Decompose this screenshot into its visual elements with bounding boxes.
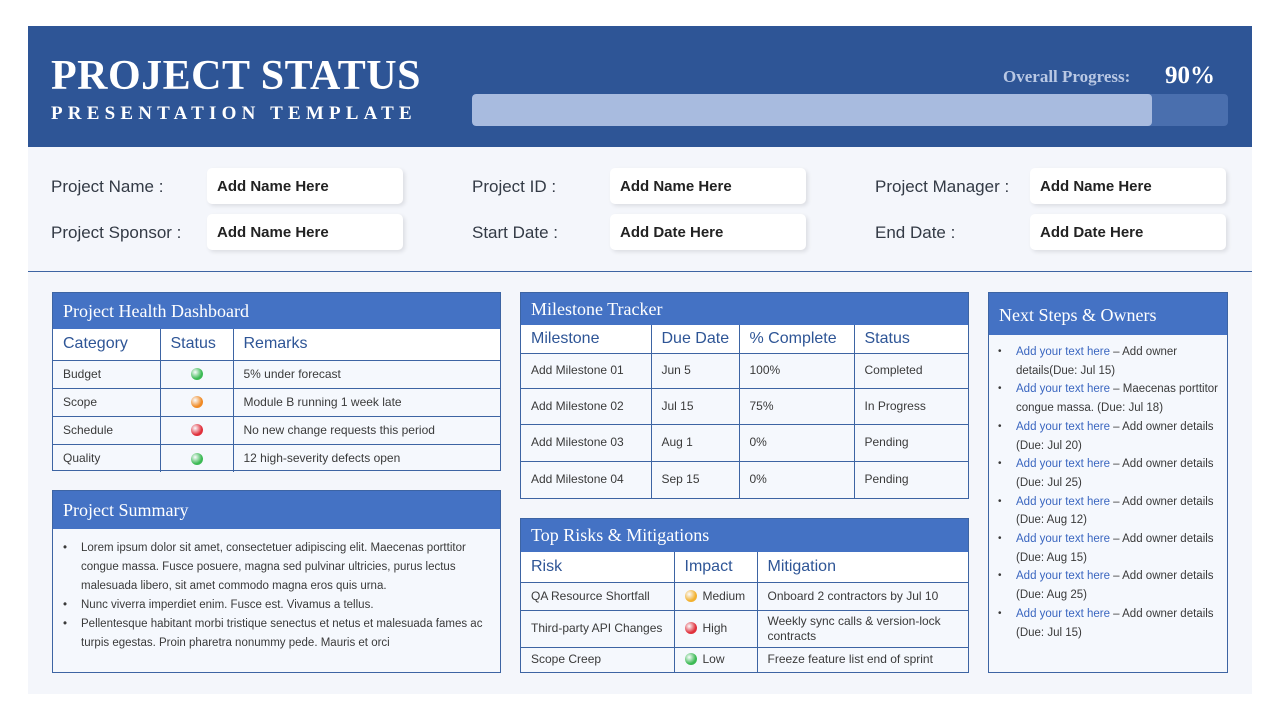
step-details: – Add owner details (Due: Jul 20) xyxy=(1016,420,1214,452)
project-name-label: Project Name : xyxy=(51,177,164,196)
step-link[interactable]: Add your text here xyxy=(1016,570,1110,583)
step-link[interactable]: Add your text here xyxy=(1016,495,1110,508)
health-remarks: Module B running 1 week late xyxy=(233,388,500,416)
milestone-name: Add Milestone 04 xyxy=(521,461,651,498)
milestone-due: Sep 15 xyxy=(651,461,739,498)
health-remarks: No new change requests this period xyxy=(233,416,500,444)
step-details: – Add owner details (Due: Jul 15) xyxy=(1016,607,1214,639)
project-summary-panel xyxy=(52,490,501,673)
list-item xyxy=(1016,530,1219,567)
step-link[interactable]: Add your text here xyxy=(1016,383,1110,396)
health-category: Scope xyxy=(53,388,160,416)
health-table xyxy=(53,329,500,472)
table-row xyxy=(521,388,968,424)
risk-mitigation: Weekly sync calls & version-lock contracts xyxy=(757,610,968,647)
status-indicator-icon xyxy=(191,368,203,380)
project-id-label: Project ID : xyxy=(472,177,557,196)
project-id-field[interactable]: Add Name Here xyxy=(610,168,806,204)
milestone-tracker-panel xyxy=(520,292,969,499)
health-category: Budget xyxy=(53,360,160,388)
header-banner xyxy=(28,26,1252,147)
health-category: Schedule xyxy=(53,416,160,444)
next-steps-panel xyxy=(988,292,1228,673)
risk-mitigation: Freeze feature list end of sprint xyxy=(767,652,933,667)
list-item xyxy=(1016,567,1219,604)
start-date-label: Start Date : xyxy=(472,223,558,242)
risk-name: QA Resource Shortfall xyxy=(521,582,674,610)
status-indicator-icon xyxy=(191,424,203,436)
table-row xyxy=(53,416,500,444)
health-dashboard-panel xyxy=(52,292,501,471)
milestone-complete: 0% xyxy=(739,461,854,498)
overall-progress-fill xyxy=(472,94,1152,126)
milestone-header-status: Status xyxy=(854,325,968,353)
summary-list xyxy=(53,529,500,653)
end-date-field[interactable]: Add Date Here xyxy=(1030,214,1226,250)
risk-impact: High xyxy=(702,621,728,635)
list-item: • Nunc viverra imperdiet enim. Fusce est. Vivamus a tellus. xyxy=(81,596,488,615)
status-indicator-icon xyxy=(191,453,203,465)
step-details: – Add owner details (Due: Aug 25) xyxy=(1016,570,1214,602)
table-row xyxy=(53,388,500,416)
milestone-header-due-date: Due Date xyxy=(651,325,739,353)
risk-impact: Medium xyxy=(702,588,746,603)
health-header-category: Category xyxy=(53,329,160,360)
overall-progress-label: Overall Progress: xyxy=(1003,67,1131,86)
status-indicator-icon xyxy=(191,396,203,408)
risks-panel xyxy=(520,518,969,673)
milestone-complete: 75% xyxy=(739,388,854,424)
table-row xyxy=(521,461,968,498)
health-category: Quality xyxy=(53,444,160,472)
table-row xyxy=(521,647,968,672)
milestone-status: Pending xyxy=(854,424,968,461)
project-sponsor-field[interactable]: Add Name Here xyxy=(207,214,403,250)
project-name-field[interactable]: Add Name Here xyxy=(207,168,403,204)
risk-name: Third-party API Changes xyxy=(521,610,674,647)
list-item xyxy=(1016,605,1219,642)
list-item xyxy=(1016,493,1219,530)
milestone-complete: 100% xyxy=(739,353,854,388)
milestone-due: Aug 1 xyxy=(651,424,739,461)
milestone-due: Jun 5 xyxy=(651,353,739,388)
health-remarks: 12 high-severity defects open xyxy=(243,450,401,465)
page-title: PROJECT STATUS xyxy=(51,53,421,99)
health-table-header xyxy=(53,329,500,360)
risks-title: Top Risks & Mitigations xyxy=(521,519,968,552)
step-link[interactable]: Add your text here xyxy=(1016,346,1110,358)
risks-header-risk: Risk xyxy=(521,552,674,582)
project-summary-title: Project Summary xyxy=(53,491,500,529)
end-date-label: End Date : xyxy=(875,223,956,242)
step-link[interactable]: Add your text here xyxy=(1016,458,1110,471)
impact-indicator-icon xyxy=(685,622,697,634)
milestone-tracker-title: Milestone Tracker xyxy=(521,293,968,325)
milestone-complete: 0% xyxy=(739,424,854,461)
step-details: – Add owner details (Due: Aug 12) xyxy=(1016,495,1214,527)
step-details: – Add owner details (Due: Aug 15) xyxy=(1016,533,1214,564)
table-row xyxy=(53,444,500,472)
table-row xyxy=(521,610,968,647)
milestone-due: Jul 15 xyxy=(651,388,739,424)
step-link[interactable]: Add your text here xyxy=(1016,533,1110,546)
next-steps-list xyxy=(989,335,1227,642)
health-header-remarks: Remarks xyxy=(233,329,500,360)
risk-mitigation: Onboard 2 contractors by Jul 10 xyxy=(757,582,968,610)
impact-indicator-icon xyxy=(685,653,697,665)
risks-header-impact: Impact xyxy=(674,552,757,582)
milestone-header-milestone: Milestone xyxy=(521,325,651,353)
milestone-name: Add Milestone 02 xyxy=(521,388,651,424)
milestone-status: Pending xyxy=(864,472,909,487)
milestone-table-header xyxy=(521,325,968,353)
project-manager-label: Project Manager : xyxy=(875,177,1010,196)
health-remarks: 5% under forecast xyxy=(233,360,500,388)
page-subtitle: PRESENTATION TEMPLATE xyxy=(51,103,417,124)
table-row xyxy=(521,353,968,388)
milestone-name: Add Milestone 01 xyxy=(521,353,651,388)
health-dashboard-title: Project Health Dashboard xyxy=(53,293,500,329)
list-item: • Lorem ipsum dolor sit amet, consectetuer adipiscing elit. Maecenas porttitor congue massa. Fusce posuere, magna sed pulvinar ultricies, purus lectus malesuada libero, sit amet commodo magna eros quis urna. xyxy=(81,539,488,596)
step-link[interactable]: Add your text here xyxy=(1016,607,1110,620)
milestone-status: In Progress xyxy=(854,388,968,424)
list-item xyxy=(1016,418,1219,455)
health-header-status: Status xyxy=(160,329,233,360)
step-details: – Add owner details (Due: Jul 25) xyxy=(1016,458,1214,489)
list-item xyxy=(1016,380,1219,417)
table-row xyxy=(521,582,968,610)
slide xyxy=(28,26,1252,694)
risks-table xyxy=(521,552,968,672)
step-details: – Maecenas porttitor congue massa. (Due: Jul 18) xyxy=(1016,383,1219,415)
risks-table-header xyxy=(521,552,968,582)
section-divider xyxy=(28,271,1252,272)
risks-header-mitigation: Mitigation xyxy=(757,552,968,582)
step-details: – Add owner details(Due: Jul 15) xyxy=(1016,346,1178,377)
list-item: • Pellentesque habitant morbi tristique senectus et netus et malesuada fames ac turpis egestas. Proin pharetra nonummy pede. Mauris et orci xyxy=(81,615,488,653)
milestone-header-complete: % Complete xyxy=(739,325,854,353)
project-sponsor-label: Project Sponsor : xyxy=(51,223,182,242)
risk-impact: Low xyxy=(702,652,725,667)
milestone-status: Completed xyxy=(854,353,968,388)
table-row xyxy=(53,360,500,388)
next-steps-title: Next Steps & Owners xyxy=(989,293,1227,335)
milestone-name: Add Milestone 03 xyxy=(521,424,651,461)
overall-progress-value: 90% xyxy=(1165,62,1215,89)
impact-indicator-icon xyxy=(685,590,697,602)
table-row xyxy=(521,424,968,461)
start-date-field[interactable]: Add Date Here xyxy=(610,214,806,250)
risk-name: Scope Creep xyxy=(521,647,674,672)
list-item xyxy=(1016,343,1219,380)
overall-progress-bar xyxy=(472,94,1228,126)
milestone-table xyxy=(521,325,968,498)
step-link[interactable]: Add your text here xyxy=(1016,420,1110,433)
project-manager-field[interactable]: Add Name Here xyxy=(1030,168,1226,204)
list-item xyxy=(1016,455,1219,492)
